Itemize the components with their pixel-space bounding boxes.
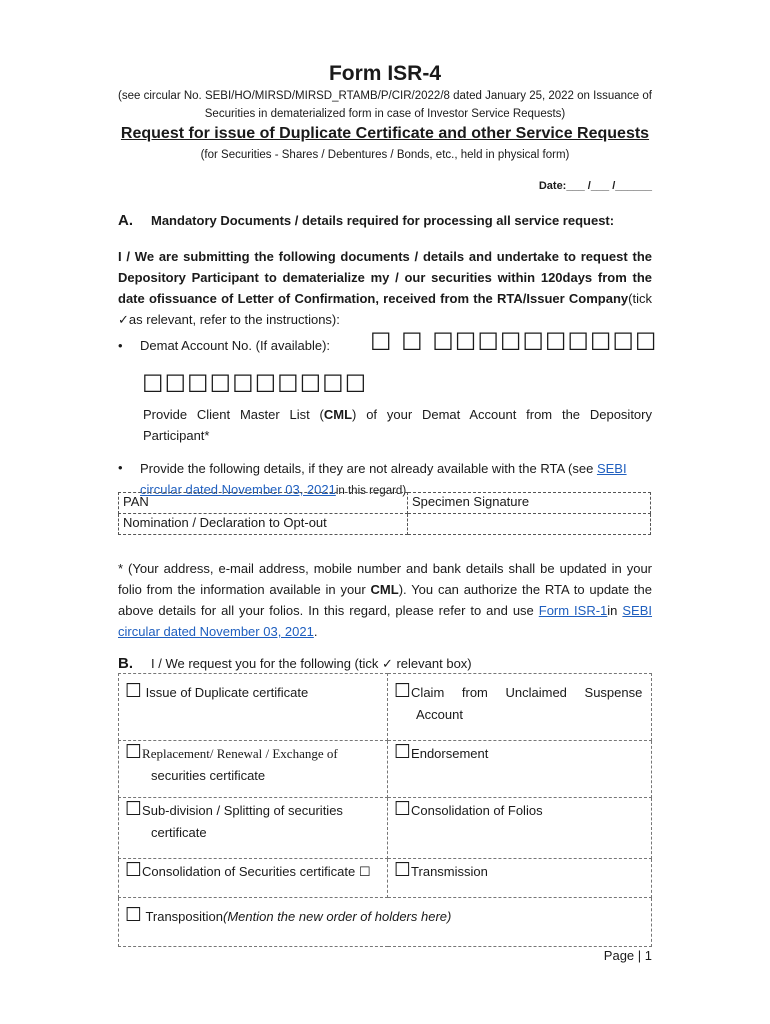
option-label: Issue of Duplicate certificate (145, 685, 309, 700)
table-row (119, 514, 651, 535)
section-b-heading (118, 655, 472, 672)
page-number: Page | 1 (603, 948, 652, 963)
provide-text-post: in this regard) (335, 485, 407, 497)
checkbox-icon[interactable]: ☐ (125, 798, 143, 820)
section-a-letter: A. (118, 212, 133, 229)
cml-text-post: ) of your Demat Account from the Depository Participant* (143, 407, 652, 443)
option-label-cont: securities certificate (151, 768, 266, 783)
option-label: Transposition (145, 909, 223, 924)
option-duplicate-certificate[interactable] (119, 674, 388, 741)
option-transmission[interactable] (388, 859, 652, 898)
checkbox-icon[interactable]: ☐ (394, 859, 412, 881)
option-claim-unclaimed-suspense[interactable] (388, 674, 652, 741)
checkbox-icon[interactable]: ☐ (394, 741, 412, 763)
circular-reference-line2: Securities in dematerialized form in case of Investor Service Requests) (204, 108, 566, 120)
section-b-title: I / We request you for the following (tick ✓ relevant box) (151, 656, 472, 671)
table-row (119, 798, 652, 859)
option-replacement[interactable] (119, 741, 388, 798)
table-row (119, 898, 652, 947)
option-label: Endorsement (411, 746, 489, 761)
option-label: Consolidation of Folios (411, 803, 543, 818)
section-a-heading (118, 212, 614, 229)
option-transposition[interactable] (119, 898, 652, 947)
option-label: Sub-division / Splitting of securities (142, 803, 343, 818)
undertaking-bold-text: I / We are submitting the following documents / details and undertake to request the Depository Participant to dematerialize my / our securities within 120days from the date ofissuance of Letter of Confirmation, received from the RTA/Issuer Company (118, 249, 652, 306)
option-consolidation-certificate[interactable] (119, 859, 388, 898)
option-label: Replacement/ Renewal / Exchange of (142, 746, 338, 761)
securities-note: (for Securities - Shares / Debentures / Bonds, etc., held in physical form) (200, 149, 570, 161)
checkbox-icon[interactable]: ☐ (125, 680, 143, 702)
checkbox-icon[interactable]: ☐ (125, 741, 143, 763)
transposition-note: (Mention the new order of holders here) (223, 909, 452, 924)
option-consolidation-folios[interactable] (388, 798, 652, 859)
cml-text-pre: Provide Client Master List ( (143, 407, 324, 422)
date-field[interactable]: Date:___ /___ /______ (538, 180, 652, 192)
undertaking-tick-note: (tick ✓as relevant, refer to the instructions): (118, 291, 652, 327)
bullet-provide: • (118, 460, 123, 475)
footnote-paragraph (118, 558, 652, 642)
bullet-demat: • (118, 338, 123, 353)
section-a-title: Mandatory Documents / details required for processing all service request: (151, 213, 615, 228)
pan-cell[interactable]: PAN (119, 493, 408, 514)
table-row (119, 859, 652, 898)
option-sub-division[interactable] (119, 798, 388, 859)
table-row (119, 493, 651, 514)
footnote-pre: * (Your address, e-mail address, mobile number and bank details shall be updated in your folio from the information available in your (118, 561, 652, 597)
checkbox-icon[interactable]: ☐ (394, 798, 412, 820)
option-label-cont: certificate (151, 825, 207, 840)
option-endorsement[interactable] (388, 741, 652, 798)
form-subtitle: Request for issue of Duplicate Certificate and other Service Requests (120, 125, 650, 142)
nomination-cell[interactable]: Nomination / Declaration to Opt-out (119, 514, 408, 535)
footnote-cml: CML (370, 582, 399, 597)
form-title: Form ISR-4 (328, 62, 441, 85)
service-request-grid (118, 673, 652, 947)
undertaking-paragraph (118, 246, 652, 330)
option-label: Consolidation of Securities certificate ☐ (142, 864, 371, 879)
option-label: Claim from Unclaimed Suspense (411, 685, 643, 700)
footnote-mid: ). You can authorize the RTA to update the above details for all your folios. In this regard, please refer to and use (118, 582, 652, 618)
section-b-letter: B. (118, 655, 133, 672)
cml-instruction (143, 404, 652, 446)
sebi-circular-link[interactable]: SEBI circular dated November 03, 2021 (140, 461, 627, 497)
demat-account-boxes-row1[interactable]: ☐ ☐ ☐☐☐☐☐☐☐☐☐☐ (370, 328, 658, 356)
option-label: Transmission (411, 864, 488, 879)
form-isr1-link[interactable]: Form ISR-1 (538, 603, 608, 618)
checkbox-icon[interactable]: ☐ (394, 680, 412, 702)
specimen-signature-cell[interactable]: Specimen Signature (408, 493, 651, 514)
details-table (118, 492, 651, 535)
demat-label: Demat Account No. (If available): (140, 338, 331, 353)
checkbox-icon[interactable]: ☐ (125, 904, 143, 926)
sebi-circular-link-2[interactable]: SEBI circular dated November 03, 2021 (118, 603, 653, 639)
cml-abbrev: CML (323, 407, 353, 422)
nomination-value-cell[interactable] (408, 514, 651, 535)
circular-reference-line1: (see circular No. SEBI/HO/MIRSD/MIRSD_RTAMB/P/CIR/2022/8 dated January 25, 2022 on Issuance of (118, 90, 652, 102)
footnote-in: in (607, 603, 623, 618)
option-label-cont: Account (416, 707, 463, 722)
table-row (119, 674, 652, 741)
provide-text-pre: Provide the following details, if they are not already available with the RTA (see (140, 461, 597, 476)
footnote-end: . (313, 624, 318, 639)
checkbox-icon[interactable]: ☐ (125, 859, 143, 881)
demat-account-boxes-row2[interactable]: ☐☐☐☐☐☐☐☐☐☐ (142, 370, 368, 398)
table-row (119, 741, 652, 798)
